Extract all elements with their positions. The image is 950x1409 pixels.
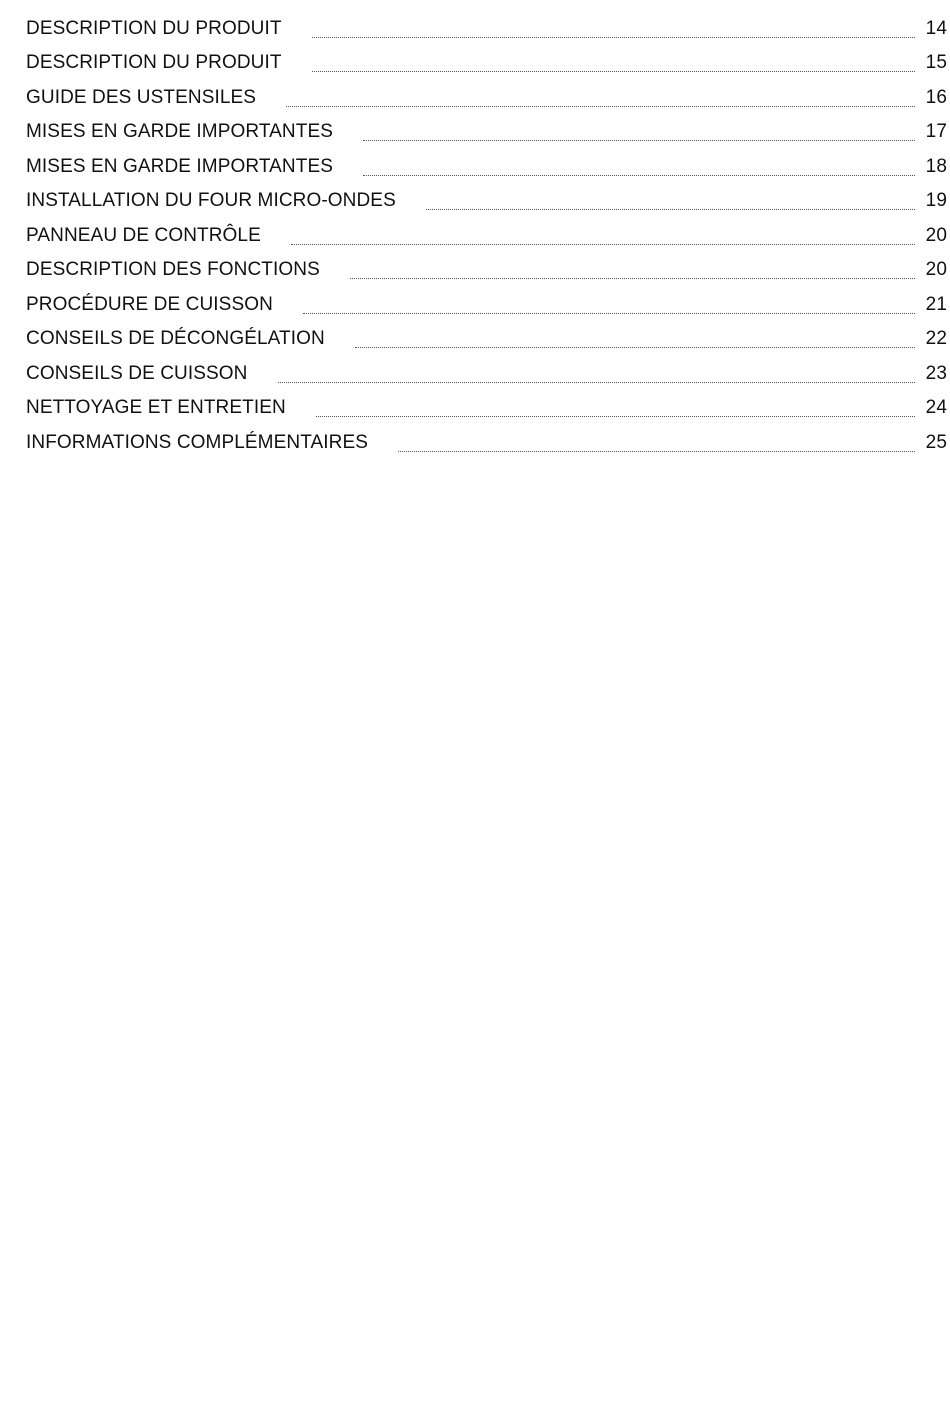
toc-entry-page: 20: [925, 259, 947, 280]
toc-entry-title: INFORMATIONS COMPLÉMENTAIRES: [26, 431, 369, 453]
toc-entry[interactable]: [26, 183, 947, 218]
toc-entry-page: 20: [925, 224, 947, 246]
toc-entry[interactable]: [26, 355, 947, 390]
toc-entry-title: DESCRIPTION DES FONCTIONS: [26, 259, 320, 280]
toc-entry-title: DESCRIPTION DU PRODUIT: [26, 52, 282, 73]
table-of-contents: [26, 10, 947, 459]
toc-entry[interactable]: [26, 148, 947, 183]
toc-entry[interactable]: [26, 10, 947, 45]
toc-entry-page: 14: [925, 17, 947, 39]
toc-dot-leader: [350, 278, 915, 279]
toc-entry-title: CONSEILS DE CUISSON: [26, 362, 248, 384]
toc-dot-leader: [312, 71, 915, 72]
toc-entry[interactable]: [26, 217, 947, 252]
toc-entry[interactable]: [26, 321, 947, 356]
toc-entry-title: PANNEAU DE CONTRÔLE: [26, 224, 261, 246]
toc-dot-leader: [303, 313, 915, 314]
toc-entry[interactable]: [26, 424, 947, 459]
toc-dot-leader: [363, 140, 915, 141]
toc-entry-page: 18: [925, 155, 947, 177]
toc-entry-title: NETTOYAGE ET ENTRETIEN: [26, 397, 286, 418]
toc-entry[interactable]: [26, 390, 947, 425]
toc-entry-page: 19: [925, 190, 947, 211]
toc-entry-title: MISES EN GARDE IMPORTANTES: [26, 121, 333, 142]
toc-entry-page: 24: [925, 397, 947, 418]
toc-entry-page: 16: [925, 86, 947, 108]
toc-entry-page: 17: [925, 121, 947, 142]
toc-dot-leader: [278, 382, 915, 383]
toc-entry-title: CONSEILS DE DÉCONGÉLATION: [26, 328, 325, 349]
toc-dot-leader: [316, 416, 915, 417]
toc-dot-leader: [291, 244, 915, 245]
toc-entry-page: 15: [925, 52, 947, 73]
toc-entry-title: DESCRIPTION DU PRODUIT: [26, 17, 282, 39]
toc-entry[interactable]: [26, 45, 947, 80]
toc-entry-page: 23: [925, 362, 947, 384]
toc-entry-title: PROCÉDURE DE CUISSON: [26, 293, 273, 315]
toc-entry[interactable]: [26, 114, 947, 149]
toc-entry[interactable]: [26, 79, 947, 114]
toc-entry-title: GUIDE DES USTENSILES: [26, 86, 257, 108]
toc-entry-page: 21: [925, 293, 947, 315]
toc-entry[interactable]: [26, 252, 947, 287]
toc-dot-leader: [286, 106, 915, 107]
toc-dot-leader: [363, 175, 915, 176]
toc-entry[interactable]: [26, 286, 947, 321]
toc-dot-leader: [426, 209, 915, 210]
toc-entry-title: MISES EN GARDE IMPORTANTES: [26, 155, 333, 177]
toc-entry-page: 25: [925, 431, 947, 453]
toc-dot-leader: [355, 347, 915, 348]
toc-dot-leader: [398, 451, 915, 452]
toc-dot-leader: [312, 37, 915, 38]
toc-entry-page: 22: [925, 328, 947, 349]
toc-entry-title: INSTALLATION DU FOUR MICRO-ONDES: [26, 190, 396, 211]
